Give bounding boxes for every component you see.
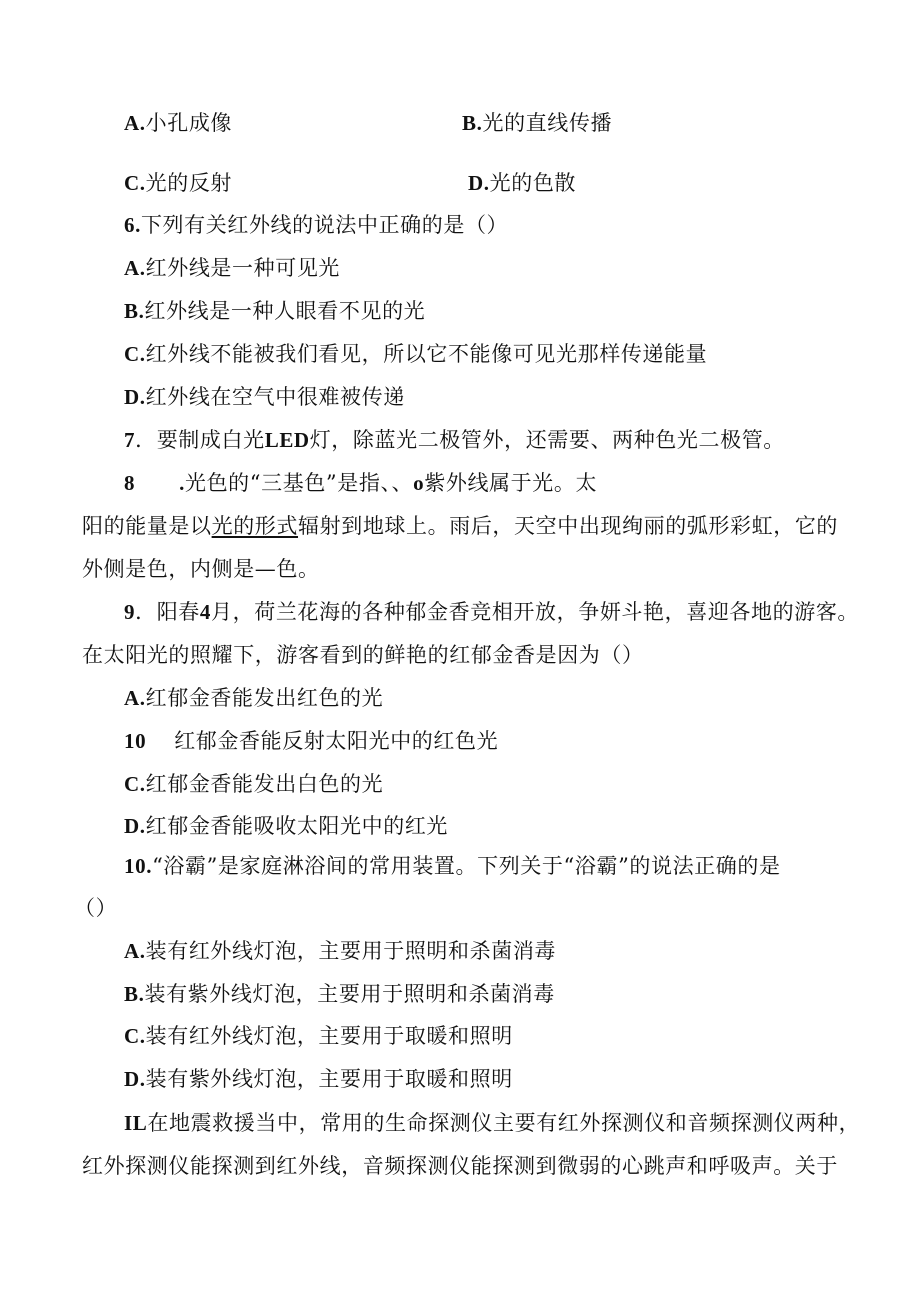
question-text: ．阳春: [135, 600, 200, 624]
option-text: 红郁金香能吸收太阳光中的红光: [145, 814, 449, 838]
question-text: 下列有关红外线的说法中正确的是（）: [140, 213, 509, 237]
option-letter: D.: [124, 1067, 146, 1091]
stray-char: o: [413, 471, 425, 495]
option-text: 红外线不能被我们看见，所以它不能像可见光那样传递能量: [145, 342, 708, 366]
question-text: ．要制成白光: [135, 428, 265, 452]
q6-option-c: [124, 340, 707, 368]
option-letter: D.: [124, 385, 146, 409]
option-letter: C.: [124, 171, 146, 195]
option-text: 光的反射: [145, 171, 233, 195]
option-text: 小孔成像: [145, 111, 233, 135]
question-text: “浴霸”是家庭淋浴间的常用装置。下列关于“浴霸”的说法正确的是: [152, 854, 781, 878]
q5-option-a: [124, 109, 232, 137]
question-number: 9: [124, 600, 136, 624]
option-letter: D.: [124, 814, 146, 838]
led-label: LED: [264, 428, 310, 452]
option-text: 装有紫外线灯泡，主要用于照明和杀菌消毒: [144, 982, 555, 1006]
q5-option-c: [124, 169, 232, 197]
option-letter: B.: [124, 982, 145, 1006]
question-number: 10.: [124, 854, 153, 878]
q10-option-b: [124, 980, 555, 1008]
q6-option-d: [124, 383, 405, 411]
option-text: 装有红外线灯泡，主要用于照明和杀菌消毒: [145, 939, 557, 963]
option-text: 红郁金香能反射太阳光中的红色光: [174, 729, 499, 753]
option-text: 红外线是一种可见光: [145, 256, 341, 280]
option-text: 红外线在空气中很难被传递: [145, 385, 405, 409]
question-text: 阳的能量是以: [82, 514, 212, 538]
option-letter: D.: [468, 171, 490, 195]
q6-option-b: [124, 297, 425, 325]
q9-option-b: [124, 727, 498, 755]
q9-option-d: [124, 812, 448, 840]
option-text: 红外线是一种人眼看不见的光: [144, 299, 426, 323]
option-text: 光的直线传播: [482, 111, 613, 135]
option-letter: C.: [124, 772, 146, 796]
option-letter: A.: [124, 111, 146, 135]
question-number: 7: [124, 428, 136, 452]
q10-option-a: [124, 937, 556, 965]
question-text: 辐射到地球上。雨后，天空中出现绚丽的弧形彩虹，它的: [298, 514, 839, 538]
q9-option-a: [124, 684, 383, 712]
option-letter: C.: [124, 1024, 146, 1048]
option-letter: B.: [124, 299, 145, 323]
q6-stem: [124, 211, 508, 239]
underlined-text: 光的形式: [211, 514, 299, 538]
question-number: IL: [124, 1111, 148, 1135]
option-letter: 10: [124, 729, 147, 753]
q10-paren: （）: [74, 896, 118, 920]
q9-line-1: [124, 598, 859, 626]
option-letter: A.: [124, 686, 146, 710]
option-letter: B.: [462, 111, 483, 135]
option-text: 装有红外线灯泡，主要用于取暖和照明: [145, 1024, 513, 1048]
question-text: 灯，除蓝光二极管外，还需要、两种色光二极管。: [309, 428, 785, 452]
q11-line-2: 红外探测仪能探测到红外线，音频探测仪能探测到微弱的心跳声和呼吸声。关于: [82, 1154, 838, 1178]
question-text: 光色的“三基色”是指、、: [184, 471, 414, 495]
option-text: 装有紫外线灯泡，主要用于取暖和照明: [145, 1067, 513, 1091]
option-letter: A.: [124, 939, 146, 963]
option-text: 光的色散: [489, 171, 577, 195]
question-number: 6.: [124, 213, 141, 237]
q8-line-3: 外侧是色，内侧是—色。: [82, 557, 320, 581]
q5-option-d: [468, 169, 576, 197]
q10-option-d: [124, 1065, 513, 1093]
option-text: 红郁金香能发出红色的光: [145, 686, 384, 710]
number-inline: 4: [199, 600, 212, 624]
q11-line-1: [124, 1109, 860, 1137]
q8-line-2: [82, 512, 838, 540]
q10-option-c: [124, 1022, 513, 1050]
option-letter: A.: [124, 256, 146, 280]
question-dot: .: [179, 471, 185, 495]
q8-line-1: [124, 469, 597, 497]
q7-text: [124, 426, 785, 454]
q9-line-2: 在太阳光的照耀下，游客看到的鲜艳的红郁金香是因为（）: [82, 643, 644, 667]
question-number: 8: [124, 471, 136, 495]
q9-option-c: [124, 770, 383, 798]
question-text: 紫外线属于光。太: [424, 471, 598, 495]
option-text: 红郁金香能发出白色的光: [145, 772, 384, 796]
question-text: 在地震救援当中，常用的生命探测仪主要有红外探测仪和音频探测仪两种，: [147, 1111, 861, 1135]
option-letter: C.: [124, 342, 146, 366]
question-text: 月，荷兰花海的各种郁金香竞相开放，争妍斗艳，喜迎各地的游客。: [211, 600, 860, 624]
q10-stem: [124, 852, 781, 880]
q5-option-b: [462, 109, 612, 137]
q6-option-a: [124, 254, 340, 282]
